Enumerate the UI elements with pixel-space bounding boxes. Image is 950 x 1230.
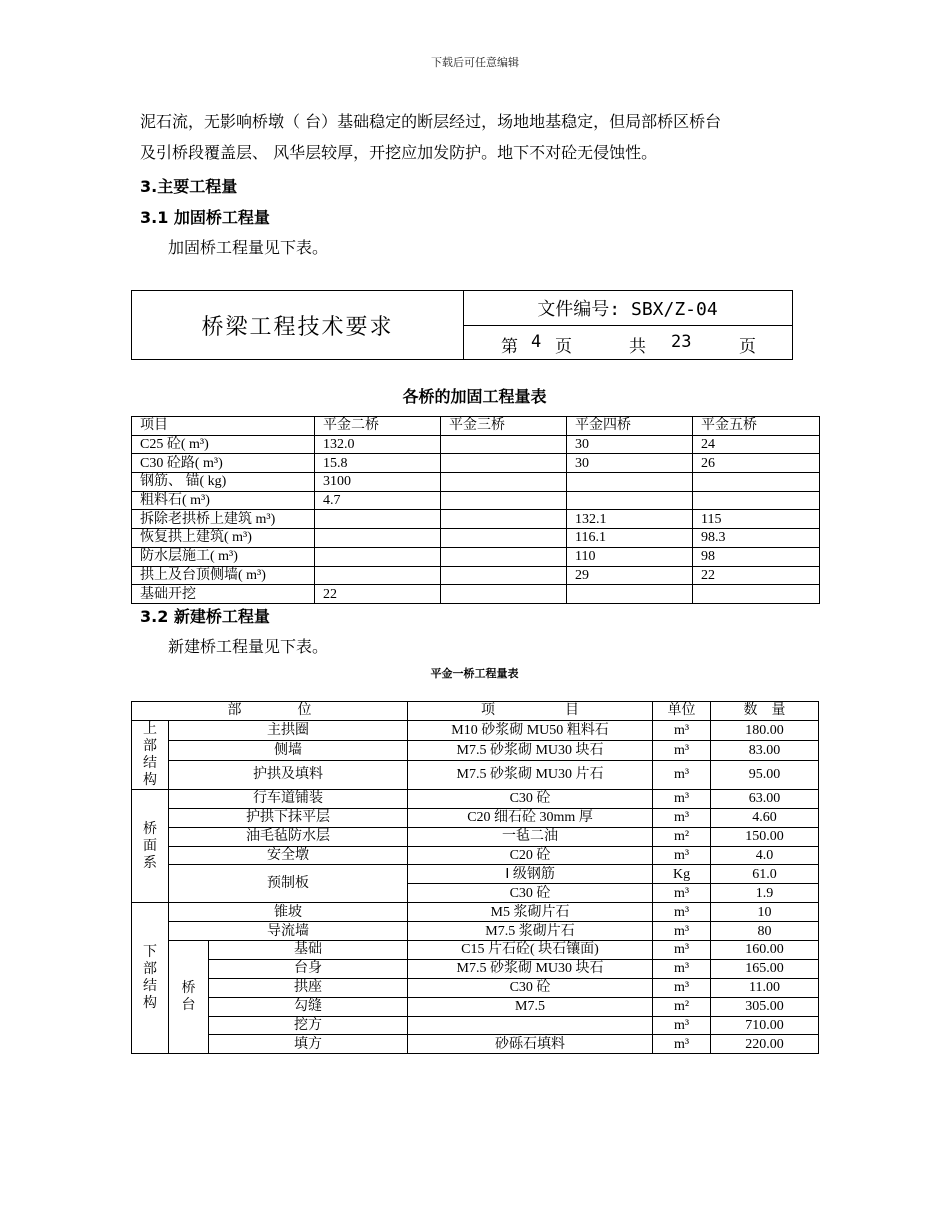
row-label: 恢复拱上建筑( m³): [132, 529, 315, 548]
reinforcement-quantity-table: [131, 416, 820, 604]
row-label: 粗料石( m³): [132, 491, 315, 510]
row-qty: 710.00: [711, 1016, 819, 1035]
cell-value: 22: [693, 566, 820, 585]
cell-value: [441, 566, 567, 585]
table-row: [132, 1016, 819, 1035]
cell-value: 116.1: [567, 529, 693, 548]
section-3-2-heading: 3.2 新建桥工程量: [140, 607, 270, 626]
row-item: C30 砼: [408, 978, 653, 997]
table-row: [132, 941, 819, 960]
cell-value: [315, 547, 441, 566]
row-item: M7.5 浆砌片石: [408, 922, 653, 941]
cell-value: [441, 473, 567, 492]
table-row: [132, 865, 819, 884]
row-name: 侧墙: [169, 740, 408, 760]
table-row: [132, 547, 820, 566]
group-lower-structure: 下部结构: [132, 903, 169, 1054]
row-unit: m³: [653, 789, 711, 808]
table-row: [132, 760, 819, 789]
table-row: [132, 566, 820, 585]
total-pages: 23: [671, 332, 692, 352]
row-qty: 220.00: [711, 1035, 819, 1054]
row-qty: 305.00: [711, 997, 819, 1016]
cell-value: 22: [315, 585, 441, 604]
row-qty: 180.00: [711, 720, 819, 740]
row-name: 填方: [209, 1035, 408, 1054]
table-row: [132, 846, 819, 865]
cell-value: 26: [693, 454, 820, 473]
row-label: 拱上及台顶侧墙( m³): [132, 566, 315, 585]
cell-value: [315, 566, 441, 585]
row-item: M7.5: [408, 997, 653, 1016]
cell-value: 30: [567, 454, 693, 473]
row-item: M7.5 砂浆砌 MU30 块石: [408, 959, 653, 978]
row-unit: m³: [653, 846, 711, 865]
row-item: C15 片石砼( 块石镶面): [408, 941, 653, 960]
cell-value: 平金五桥: [693, 417, 820, 436]
table-row: [132, 903, 819, 922]
row-name: 护拱下抹平层: [169, 808, 408, 827]
row-unit: m³: [653, 720, 711, 740]
intro-line-1: 泥石流，无影响桥墩（ 台）基础稳定的断层经过，场地地基稳定，但局部桥区桥台: [140, 112, 722, 131]
row-item: C30 砼: [408, 789, 653, 808]
row-name: 主拱圈: [169, 720, 408, 740]
row-unit: m³: [653, 740, 711, 760]
document-title: 桥梁工程技术要求: [132, 291, 464, 359]
section-3-1-text: 加固桥工程量见下表。: [168, 238, 329, 257]
table-row: [132, 959, 819, 978]
row-qty: 165.00: [711, 959, 819, 978]
row-qty: 95.00: [711, 760, 819, 789]
table1-caption: 各桥的加固工程量表: [402, 387, 547, 406]
row-qty: 10: [711, 903, 819, 922]
table-row: [132, 978, 819, 997]
row-name: 油毛毡防水层: [169, 827, 408, 846]
page-number: 4: [531, 332, 542, 352]
section-3-heading: 3.主要工程量: [140, 177, 238, 196]
table-header-row: [132, 702, 819, 721]
total-label: 共: [629, 337, 646, 357]
row-unit: m³: [653, 1016, 711, 1035]
cell-value: 30: [567, 435, 693, 454]
cell-value: [441, 510, 567, 529]
row-item: M7.5 砂浆砌 MU30 片石: [408, 760, 653, 789]
cell-value: 4.7: [315, 491, 441, 510]
group-deck-system: 桥面系: [132, 789, 169, 902]
cell-value: [441, 491, 567, 510]
row-qty: 63.00: [711, 789, 819, 808]
row-item: C20 细石砼 30mm 厚: [408, 808, 653, 827]
group-upper-structure: 上部结构: [132, 720, 169, 789]
page-indicator: [463, 325, 792, 359]
page-label-2: 页: [555, 337, 572, 357]
row-unit: m²: [653, 827, 711, 846]
row-name: 预制板: [169, 865, 408, 903]
row-unit: m³: [653, 884, 711, 903]
table-row: [132, 827, 819, 846]
table2-caption: 平金一桥工程量表: [430, 667, 519, 680]
table-row: [132, 720, 819, 740]
row-unit: m³: [653, 760, 711, 789]
row-name: 挖方: [209, 1016, 408, 1035]
page-label-1: 第: [501, 337, 518, 357]
cell-value: 98.3: [693, 529, 820, 548]
cell-value: [315, 529, 441, 548]
section-3-2-text: 新建桥工程量见下表。: [168, 637, 329, 656]
cell-value: 110: [567, 547, 693, 566]
row-label: 钢筋、 锚( kg): [132, 473, 315, 492]
cell-value: [567, 473, 693, 492]
row-item: [408, 1016, 653, 1035]
row-item: 砂砾石填料: [408, 1035, 653, 1054]
cell-value: [441, 585, 567, 604]
cell-value: [693, 585, 820, 604]
row-qty: 1.9: [711, 884, 819, 903]
row-item: M10 砂浆砌 MU50 粗料石: [408, 720, 653, 740]
row-unit: Kg: [653, 865, 711, 884]
row-name: 行车道铺装: [169, 789, 408, 808]
row-name: 基础: [209, 941, 408, 960]
watermark: 下载后可任意编辑: [431, 56, 519, 69]
row-qty: 11.00: [711, 978, 819, 997]
row-item: C20 砼: [408, 846, 653, 865]
header-unit: 单位: [653, 702, 711, 721]
row-item: C30 砼: [408, 884, 653, 903]
cell-value: 115: [693, 510, 820, 529]
row-label: 防水层施工( m³): [132, 547, 315, 566]
cell-value: 15.8: [315, 454, 441, 473]
row-name: 勾缝: [209, 997, 408, 1016]
table-row: [132, 585, 820, 604]
cell-value: 平金三桥: [441, 417, 567, 436]
table-row: [132, 922, 819, 941]
table-row: [132, 473, 820, 492]
row-name: 安全墩: [169, 846, 408, 865]
cell-value: 平金四桥: [567, 417, 693, 436]
cell-value: 3100: [315, 473, 441, 492]
row-qty: 4.0: [711, 846, 819, 865]
row-qty: 83.00: [711, 740, 819, 760]
row-unit: m³: [653, 978, 711, 997]
table-header-row: [132, 417, 820, 436]
row-qty: 4.60: [711, 808, 819, 827]
cell-value: 98: [693, 547, 820, 566]
document-header-box: [131, 290, 793, 360]
file-number: 文件编号: SBX/Z-04: [463, 291, 792, 326]
row-item: M5 浆砌片石: [408, 903, 653, 922]
table-row: [132, 1035, 819, 1054]
row-unit: m³: [653, 959, 711, 978]
row-item: Ⅰ 级钢筋: [408, 865, 653, 884]
row-label: C25 砼( m³): [132, 435, 315, 454]
row-unit: m²: [653, 997, 711, 1016]
cell-value: [693, 491, 820, 510]
table-row: [132, 491, 820, 510]
table-row: [132, 808, 819, 827]
row-unit: m³: [653, 903, 711, 922]
cell-value: [441, 547, 567, 566]
row-unit: m³: [653, 808, 711, 827]
cell-value: 24: [693, 435, 820, 454]
row-qty: 80: [711, 922, 819, 941]
table-row: [132, 789, 819, 808]
table-row: [132, 435, 820, 454]
table-row: [132, 454, 820, 473]
table-row: [132, 997, 819, 1016]
total-label-2: 页: [739, 337, 756, 357]
cell-value: [441, 454, 567, 473]
cell-value: 132.0: [315, 435, 441, 454]
cell-value: [567, 491, 693, 510]
header-qty: 数 量: [711, 702, 819, 721]
table-row: [132, 510, 820, 529]
row-name: 锥坡: [169, 903, 408, 922]
row-name: 护拱及填料: [169, 760, 408, 789]
row-label: 拆除老拱桥上建筑 m³): [132, 510, 315, 529]
pingjin-bridge-1-quantity-table: [131, 701, 819, 1054]
cell-value: 平金二桥: [315, 417, 441, 436]
table-row: [132, 740, 819, 760]
cell-value: [315, 510, 441, 529]
row-name: 拱座: [209, 978, 408, 997]
cell-value: [693, 473, 820, 492]
row-label: 基础开挖: [132, 585, 315, 604]
table-row: [132, 529, 820, 548]
row-name: 导流墙: [169, 922, 408, 941]
group-abutment: 桥台: [169, 941, 209, 1054]
row-unit: m³: [653, 941, 711, 960]
cell-value: 29: [567, 566, 693, 585]
row-item: M7.5 砂浆砌 MU30 块石: [408, 740, 653, 760]
row-unit: m³: [653, 922, 711, 941]
section-3-1-heading: 3.1 加固桥工程量: [140, 208, 270, 227]
row-unit: m³: [653, 1035, 711, 1054]
row-label: 项目: [132, 417, 315, 436]
row-label: C30 砼路( m³): [132, 454, 315, 473]
cell-value: [567, 585, 693, 604]
row-qty: 61.0: [711, 865, 819, 884]
cell-value: [441, 529, 567, 548]
row-qty: 160.00: [711, 941, 819, 960]
header-part: 部 位: [132, 702, 408, 721]
header-item: 项 目: [408, 702, 653, 721]
cell-value: 132.1: [567, 510, 693, 529]
intro-line-2: 及引桥段覆盖层、 风华层较厚，开挖应加发防护。地下不对砼无侵蚀性。: [140, 143, 658, 162]
row-item: 一毡二油: [408, 827, 653, 846]
row-name: 台身: [209, 959, 408, 978]
row-qty: 150.00: [711, 827, 819, 846]
cell-value: [441, 435, 567, 454]
